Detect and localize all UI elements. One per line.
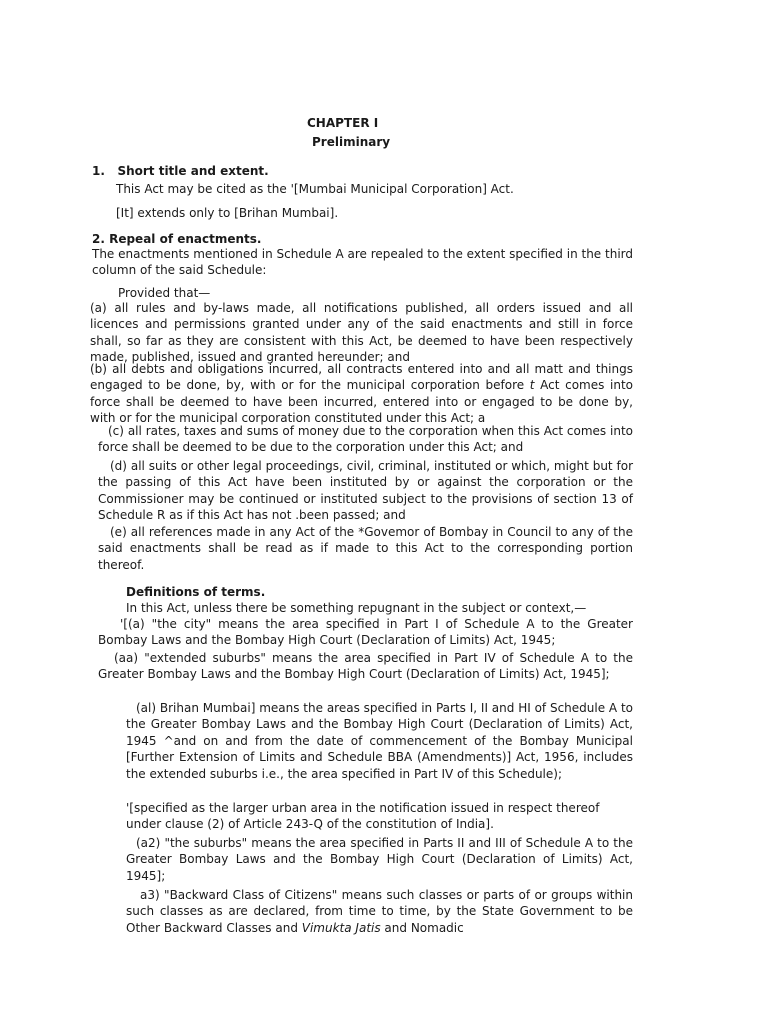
definition-a2: (a2) "the suburbs" means the area specified in Parts II and III of Schedule A to the Greater Bombay Laws and the Bombay High Court (Declaration of Limits) Act, 1945];: [126, 836, 633, 883]
definition-a1: (al) Brihan Mumbai] means the areas specified in Parts I, II and HI of Schedule A to the Greater Bombay Laws and the Bombay High Court (Declaration of Limits) Act, 1945 ^and on and from the date of commencement of the Bombay Municipal [Further Extension of Limits and Schedule BBA (Amendments)] Act, 1956, includes the extended suburbs i.e., the area specified in Part IV of this Schedule);: [126, 701, 633, 781]
clause-b: [90, 361, 633, 427]
definition-a: '[(a) "the city" means the area specified in Part I of Schedule A to the Greater Bombay Laws and the Bombay High Court (Declaration of Limits) Act, 1945;: [98, 617, 633, 648]
section-1-heading: 1. Short title and extent.: [92, 164, 269, 178]
clause-b-text: (b) all debts and obligations incurred, all contracts entered into and all matt and things engaged to be done, by, with or for the municipal corporation before: [90, 362, 633, 393]
clause-d: (d) all suits or other legal proceedings, civil, criminal, instituted or which, might but for the passing of this Act have been instituted by or against the corporation or the Commissioner may be continued or instituted subject to the provisions of section 13 of Schedule R as if this Act has not .been passed; and: [98, 459, 633, 523]
definition-a3-italic: Vimukta Jatis: [301, 920, 381, 935]
section-2-intro: The enactments mentioned in Schedule A are repealed to the extent specified in the third column of the said Schedule:: [92, 247, 633, 278]
definition-a3-text-cont: and Nomadic: [380, 920, 464, 935]
clause-e: (e) all references made in any Act of the *Govemor of Bombay in Council to any of the said enactments shall be read as if made to this Act to the corresponding portion thereof.: [98, 525, 633, 572]
chapter-title: Preliminary: [312, 135, 391, 149]
clause-b-text-cont: Act comes into force shall be deemed to have been incurred, entered into or engaged to be done by, with or for the municipal corporation constituted under this Act; a: [90, 378, 633, 426]
definition-aa: (aa) "extended suburbs" means the area specified in Part IV of Schedule A to the Greater Bombay Laws and the Bombay High Court (Declaration of Limits) Act, 1945];: [98, 651, 633, 682]
proviso-intro: Provided that—: [118, 286, 211, 300]
chapter-number: CHAPTER I: [307, 116, 379, 130]
clause-a: (a) all rules and by-laws made, all notifications published, all orders issued and all licences and permissions granted under any of the said enactments and still in force shall, so far as they are consistent with this Act, be deemed to have been respectively made, published, issued and granted hereunder; and: [90, 301, 633, 365]
clause-c: (c) all rates, taxes and sums of money due to the corporation when this Act comes into force shall be deemed to be due to the corporation under this Act; and: [98, 424, 633, 455]
section-2-heading: 2. Repeal of enactments.: [92, 232, 262, 246]
definition-a3-text: a3) "Backward Class of Citizens" means such classes or parts of or groups within such classes as are declared, from time to time, by the State Government to be Other Backward Classes and: [126, 888, 633, 935]
section-1-para-2: [It] extends only to [Brihan Mumbai].: [116, 206, 339, 220]
definition-a1-extension: '[specified as the larger urban area in the notification issued in respect thereof under clause (2) of Article 243-Q of the constitution of India].: [126, 801, 600, 832]
section-3-intro: In this Act, unless there be something repugnant in the subject or context,—: [126, 601, 587, 615]
definition-a3: [126, 887, 633, 936]
clause-b-italic: t: [529, 378, 535, 393]
section-1-para-1: This Act may be cited as the '[Mumbai Municipal Corporation] Act.: [116, 182, 514, 196]
section-3-heading: Definitions of terms.: [126, 585, 266, 599]
